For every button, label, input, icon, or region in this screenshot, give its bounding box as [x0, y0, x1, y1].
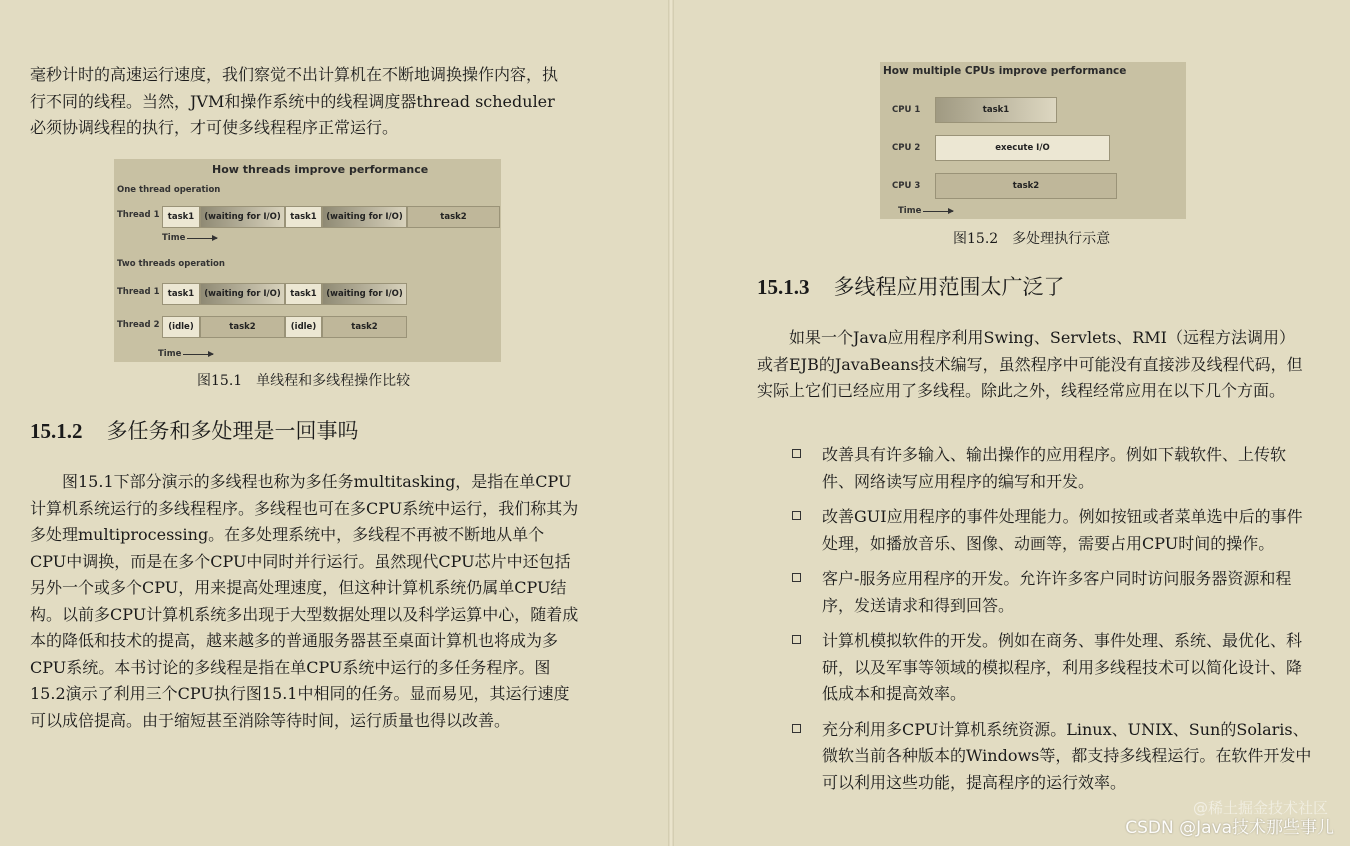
square-bullet-icon — [792, 449, 801, 458]
section-1-1-2-body: 图15.1下部分演示的多线程也称为多任务multitasking，是指在单CPU计算机系统运行的多线程程序。多线程也可在多CPU系统中运行，我们称其为多处理multiprocessing。在多处理系统中，多线程不再被不断地从单个CPU中调换，而是在多个CPU中同时并行运行。虽然现代CPU芯片中还包括另外一个或多个CPU，用来提高处理速度，但这种计算机系统仍属单CPU结构。以前多CPU计算机系统多出现于大型数据处理以及科学运算中心，随着成本的降低和技术的提高，越来越多的普通服务器甚至桌面计算机也将成为多CPU系统。本书讨论的多线程是指在单CPU系统中运行的多任务程序。图15.2演示了利用三个CPU执行图15.1中相同的任务。显而易见，其运行速度可以成倍提高。由于缩短甚至消除等待时间，运行质量也得以改善。 — [30, 472, 579, 730]
list-item-text: 客户-服务应用程序的开发。允许许多客户同时访问服务器资源和程序，发送请求和得到回答。 — [822, 569, 1292, 615]
list-item-text: 改善GUI应用程序的事件处理能力。例如按钮或者菜单选中后的事件处理，如播放音乐、图像、动画等，需要占用CPU时间的操作。 — [822, 507, 1303, 553]
segment-waiting: (waiting for I/O) — [322, 283, 407, 305]
arrow-right-icon — [183, 354, 213, 355]
figure1-caption — [197, 370, 424, 390]
figure1-title: How threads improve performance — [212, 163, 429, 176]
figure1-two-threads-row1 — [162, 283, 407, 305]
segment-idle: (idle) — [162, 316, 200, 338]
list-item — [792, 717, 1312, 797]
figure1-single-thread-row — [162, 206, 500, 228]
cpu1-row — [935, 97, 1057, 123]
section-1-1-3-body: 如果一个Java应用程序利用Swing、Servlets、RMI（远程方法调用）或者EJB的JavaBeans技术编写，虽然程序中可能没有直接涉及线程代码，但实际上它们已经应用了多线程。除此之外，线程经常应用在以下几个方面。 — [757, 328, 1303, 400]
figure2-title: How multiple CPUs improve performance — [883, 65, 1127, 77]
section-number: 15.1.2 — [30, 419, 83, 443]
square-bullet-icon — [792, 511, 801, 520]
section-number: 15.1.3 — [757, 275, 810, 299]
cpu2-row — [935, 135, 1110, 161]
segment-waiting: (waiting for I/O) — [322, 206, 407, 228]
segment-task: task1 — [162, 283, 200, 305]
figure-threads-performance — [114, 159, 501, 362]
section-title: 多任务和多处理是一回事吗 — [106, 419, 359, 443]
list-item — [792, 442, 1312, 495]
list-item-text: 充分利用多CPU计算机系统资源。Linux、UNIX、Sun的Solaris、微软当前各种版本的Windows等，都支持多线程运行。在软件开发中可以利用这些功能，提高程序的运行效率。 — [822, 719, 1312, 792]
time-label: Time — [898, 206, 922, 216]
arrow-right-icon — [923, 211, 953, 212]
watermark: CSDN @Java技术那些事儿 — [1125, 818, 1334, 838]
segment-waiting: (waiting for I/O) — [200, 283, 285, 305]
square-bullet-icon — [792, 573, 801, 582]
figure1-time-axis-2 — [158, 349, 213, 359]
segment-task: task1 — [285, 283, 322, 305]
figure1-thread1-label: Thread 1 — [117, 287, 160, 297]
figure1-two-threads-row2 — [162, 316, 407, 338]
segment-task: task2 — [200, 316, 285, 338]
figure1-caption-number: 图15.1 — [197, 373, 243, 389]
figure1-caption-text: 单线程和多线程操作比较 — [256, 373, 411, 389]
figure1-thread1-single-label: Thread 1 — [117, 210, 160, 220]
application-bullet-list — [792, 442, 1312, 805]
list-item — [792, 504, 1312, 557]
segment-task: task2 — [322, 316, 407, 338]
figure1-section2-label: Two threads operation — [117, 259, 225, 269]
segment-idle: (idle) — [285, 316, 322, 338]
figure1-section1-label: One thread operation — [117, 185, 221, 195]
figure2-caption-text: 多处理执行示意 — [1012, 231, 1111, 247]
list-item — [792, 566, 1312, 619]
list-item-text: 改善具有许多输入、输出操作的应用程序。例如下载软件、上传软件、网络读写应用程序的编写和开发。 — [822, 445, 1287, 491]
square-bullet-icon — [792, 724, 801, 733]
figure1-time-axis-1 — [162, 233, 217, 243]
time-label: Time — [162, 233, 186, 243]
section-heading-1-1-3 — [757, 271, 1065, 301]
section-heading-1-1-2 — [30, 415, 359, 445]
cpu1-label: CPU 1 — [892, 105, 921, 115]
figure-multiple-cpus — [880, 62, 1186, 219]
watermark-secondary: @稀土掘金技术社区 — [1192, 799, 1328, 817]
section-title: 多线程应用范围太广泛了 — [833, 275, 1065, 299]
intro-paragraph: 毫秒计时的高速运行速度，我们察觉不出计算机在不断地调换操作内容，执行不同的线程。当然，JVM和操作系统中的线程调度器thread scheduler必须协调线程的执行，才可使多线程程序正常运行。 — [30, 65, 559, 137]
arrow-right-icon — [187, 238, 217, 239]
cpu3-label: CPU 3 — [892, 181, 921, 191]
segment-task: task2 — [935, 173, 1117, 199]
figure2-time-axis — [898, 206, 953, 216]
figure2-caption — [953, 228, 1124, 248]
list-item — [792, 628, 1312, 708]
segment-task: task2 — [407, 206, 500, 228]
segment-task: task1 — [285, 206, 322, 228]
square-bullet-icon — [792, 635, 801, 644]
cpu2-label: CPU 2 — [892, 143, 921, 153]
figure2-caption-number: 图15.2 — [953, 231, 999, 247]
list-item-text: 计算机模拟软件的开发。例如在商务、事件处理、系统、最优化、科研，以及军事等领域的模拟程序，利用多线程技术可以简化设计、降低成本和提高效率。 — [822, 631, 1303, 703]
segment-io: execute I/O — [935, 135, 1110, 161]
segment-task: task1 — [935, 97, 1057, 123]
time-label: Time — [158, 349, 182, 359]
segment-waiting: (waiting for I/O) — [200, 206, 285, 228]
cpu3-row — [935, 173, 1117, 199]
segment-task: task1 — [162, 206, 200, 228]
figure1-thread2-label: Thread 2 — [117, 320, 160, 330]
